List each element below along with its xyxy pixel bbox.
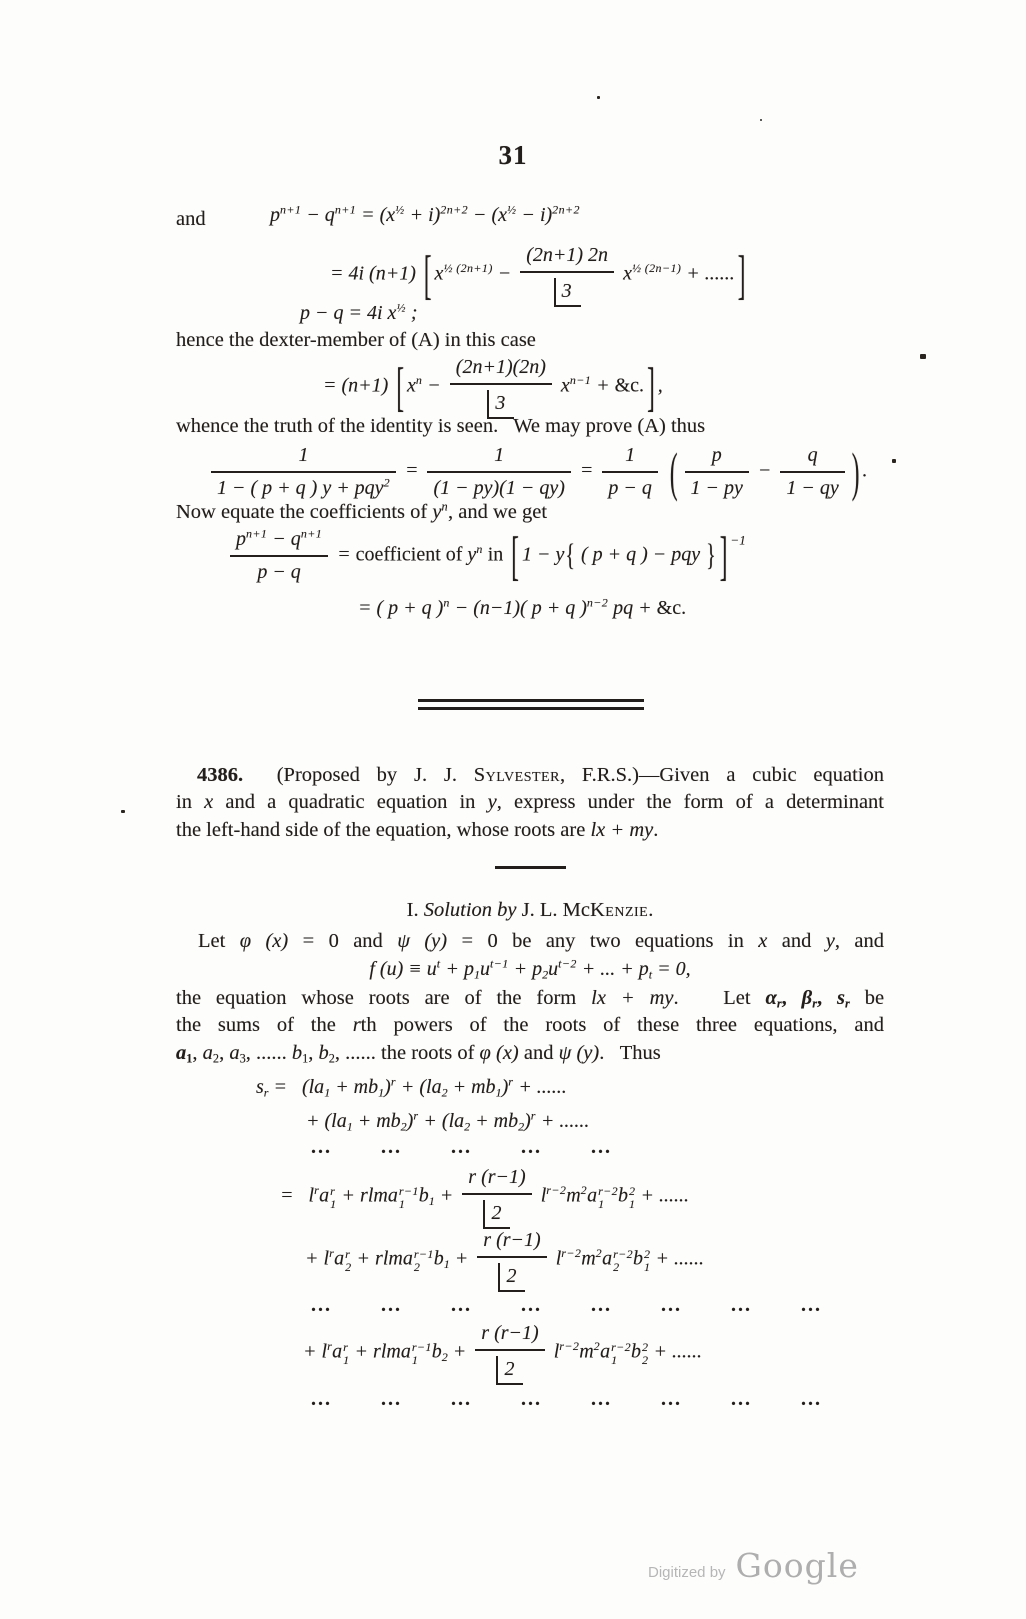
sr-line-1: $s_r = (la_1 + mb_1)^r + (la_2 + mb_1)^r$ + ......: [256, 1074, 567, 1100]
ink-speck: [920, 354, 926, 359]
solution-paragraph: [176, 985, 884, 1067]
solution-para-line-3: $a_1$, $a_2$, $a_3$, ...... $b_1$, $b_2$, ...... the roots of φ (x) and ψ (y). Thus: [176, 1041, 661, 1066]
sr-line-2: + $(la_1 + mb_2)^r + (la_2 + mb_2)^r$ + ......: [306, 1108, 590, 1134]
problem-4386: [176, 762, 884, 844]
equation-partial-fractions: 1 1 − ( p + q ) y + pqy$^2$ = $\frac{1}{(1 - py)(1 - qy)}$ = $\frac{1}{p - q}$ ( $\frac{p}{1 - py}$ − $\frac{q}{1 - qy}$ ) .: [207, 443, 867, 501]
equation-p-minus-q: p − q = 4i $x^{\frac{1}{2}}$ ;: [300, 300, 418, 324]
equation-f-u: f $(u) \equiv u^t + p_1u^{t-1} + p_2u^{t-2}$ + ... + $p_t = 0$,: [369, 956, 691, 982]
and-label: and: [176, 208, 206, 230]
equation-pq-powers: $p^{n+1} - q^{n+1} = (x^{\frac{1}{2}} + i)^{2n+2} - (x^{\frac{1}{2}} - i)^{2n+2}$: [270, 202, 580, 226]
problem-line-1: 4386. (Proposed by J. J. Sylvester, F.R.S.)—Given a cubic equation: [197, 764, 884, 786]
equation-result: = ( p + q )$^n$ − (n−1)( p + q )$^{n-2}$ pq + &c.: [358, 595, 687, 619]
problem-line-2: in x and a quadratic equation in y, express under the form of a determinant: [176, 791, 884, 814]
google-logo: Google: [735, 1546, 859, 1585]
equation-expansion: = 4i (n+1) [ $x^{\frac{1}{2} (2n+1)}$ − $\frac{(2n+1) 2n}{3}$ $x^{\frac{1}{2} (2n-1)}$ + ...... ]: [330, 243, 748, 307]
watermark-digitized-by: Digitized by: [648, 1564, 726, 1581]
equation-coefficient: $\frac{p^{n+1} - q^{n+1}}{p - q}$ = coefficient of $y^n$ in [ 1 − y{ ( p + q ) − pqy } ] $^{-1}$: [226, 527, 746, 585]
double-rule-divider: [418, 699, 644, 710]
short-rule-divider: [495, 866, 566, 869]
ellipsis-row-3: ... ... ... ... ... ... ... ...: [311, 1388, 822, 1410]
problem-line-3: the left-hand side of the equation, whose roots are lx + my.: [176, 818, 659, 841]
ink-speck: [892, 459, 896, 463]
ink-speck: [121, 810, 125, 813]
solution-heading: I. Solution by J. L. McKenzie.: [406, 899, 654, 921]
solution-para-line-1: the equation whose roots are of the form lx + my. Let $\alpha_r$, $\beta_r$, $s_r$ be: [176, 987, 885, 1011]
text-whence: whence the truth of the identity is seen. We may prove (A) thus: [176, 415, 706, 437]
sr-line-4: + $l^ra$ r 2 + rlma r−1 2 $b_1$ + $\frac{r (r-1)}{2}$ $l^{r-2}m^2a$ r−2 2 b 2 1 + ......: [305, 1228, 704, 1292]
sr-line-3: = $l^ra$ r 1 + rlma r−1 1 $b_1$ + $\frac{r (r-1)}{2}$ $l^{r-2}m^2a$ r−2 1 b 2 1 + ......: [280, 1165, 689, 1229]
equation-dexter-member: = (n+1) [ $x^n$ − $\frac{(2n+1)(2n)}{3}$ $x^{n-1}$ + &c. ] ,: [323, 355, 663, 419]
watermark: [648, 1546, 859, 1585]
solution-intro-line: Let φ (x) = 0 and ψ (y) = 0 be any two equations in x and y, and: [198, 930, 884, 952]
text-hence: hence the dexter-member of (A) in this case: [176, 329, 536, 351]
text-now-equate: Now equate the coefficients of $y^n$, and we get: [176, 499, 548, 523]
sr-line-5: + $l^ra$ r 1 + rlma r−1 1 $b_2$ + $\frac{r (r-1)}{2}$ $l^{r-2}m^2a$ r−2 1 b 2 2 + ......: [303, 1321, 702, 1385]
ink-speck: [597, 96, 600, 99]
ellipsis-row-2: ... ... ... ... ... ... ... ...: [311, 1294, 822, 1316]
page-number: 31: [498, 140, 528, 170]
solution-para-line-2: the sums of the rth powers of the roots of these three equations, and: [176, 1014, 884, 1037]
ellipsis-row-1: ... ... ... ... ...: [311, 1136, 612, 1158]
ink-speck: [760, 119, 762, 121]
